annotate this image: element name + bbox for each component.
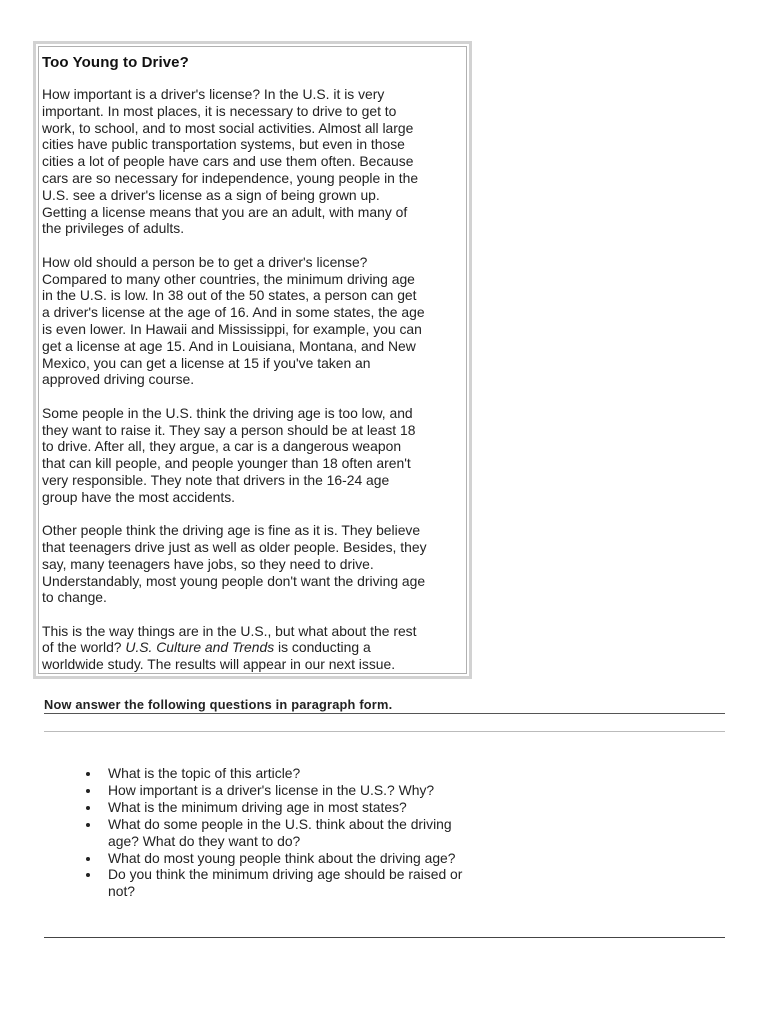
question-text: not? (108, 883, 136, 900)
answer-line (44, 937, 725, 938)
article-paragraph-2 (42, 254, 466, 388)
question-text: What is the minimum driving age in most states? (108, 798, 407, 815)
article-content (38, 46, 467, 674)
question-item (86, 816, 462, 850)
paragraph-line (42, 639, 466, 656)
paragraph-line: approved driving course. (42, 371, 195, 388)
bullet-icon (86, 857, 90, 861)
question-text: What is the topic of this article? (108, 765, 301, 781)
paragraph-line: a driver's license at the age of 16. And in some states, the age (42, 304, 425, 321)
instructions-heading: Now answer the following questions in paragraph form. (44, 697, 393, 712)
paragraph-line: to drive. After all, they argue, a car is a dangerous weapon (42, 438, 402, 455)
question-list (86, 765, 462, 900)
article-title: Too Young to Drive? (42, 54, 189, 71)
paragraph-line: get a license at age 15. And in Louisiana, Montana, and New (42, 337, 416, 354)
bullet-icon (86, 772, 90, 776)
paragraph-line: worldwide study. The results will appear in our next issue. (42, 656, 396, 673)
article-paragraph-4 (42, 522, 466, 606)
paragraph-line: Some people in the U.S. think the driving age is too low, and (42, 404, 413, 421)
paragraph-line: is even lower. In Hawaii and Mississippi, for example, you can (42, 320, 422, 337)
paragraph-line: the privileges of adults. (42, 220, 185, 237)
question-text: Do you think the minimum driving age should be raised or (108, 866, 463, 883)
question-item (86, 765, 462, 782)
paragraph-line: very responsible. They note that drivers in the 16-24 age (42, 471, 390, 488)
line-text-before: of the world? (42, 639, 126, 656)
paragraph-line: in the U.S. is low. In 38 out of the 50 states, a person can get (42, 287, 417, 304)
paragraph-line: Getting a license means that you are an adult, with many of (42, 203, 408, 220)
paragraph-line: cities have public transportation systems, but even in those (42, 136, 405, 153)
paragraph-line: This is the way things are in the U.S., but what about the rest (42, 622, 417, 639)
publication-name: U.S. Culture and Trends (125, 639, 275, 656)
divider-line (44, 731, 725, 732)
question-item (86, 799, 462, 816)
question-text: How important is a driver's license in the U.S.? Why? (108, 781, 435, 798)
paragraph-line: Compared to many other countries, the minimum driving age (42, 270, 415, 287)
paragraph-line: important. In most places, it is necessary to drive to get to (42, 102, 397, 119)
question-text: What do most young people think about the driving age? (108, 849, 456, 866)
paragraph-line: that can kill people, and people younger than 18 often aren't (42, 455, 411, 472)
question-text: age? What do they want to do? (108, 832, 301, 849)
line-text-after: is conducting a (274, 639, 371, 656)
paragraph-line: U.S. see a driver's license as a sign of being grown up. (42, 186, 380, 203)
bullet-icon (86, 789, 90, 793)
bullet-icon (86, 873, 90, 877)
paragraph-line: group have the most accidents. (42, 488, 236, 505)
question-item (86, 782, 462, 799)
paragraph-line: that teenagers drive just as well as older people. Besides, they (42, 538, 427, 555)
paragraph-line: to change. (42, 589, 107, 606)
paragraph-line: cities a lot of people have cars and use them often. Because (42, 153, 414, 170)
paragraph-line: say, many teenagers have jobs, so they need to drive. (42, 555, 374, 572)
divider-line (44, 713, 725, 714)
paragraph-line: Mexico, you can get a license at 15 if you've taken an (42, 354, 371, 371)
article-paragraph-5 (42, 623, 466, 673)
paragraph-line: How old should a person be to get a driver's license? (42, 253, 368, 270)
paragraph-line: How important is a driver's license? In the U.S. it is very (42, 86, 385, 102)
bullet-icon (86, 823, 90, 827)
bullet-icon (86, 806, 90, 810)
question-item (86, 866, 462, 900)
paragraph-line: Understandably, most young people don't want the driving age (42, 572, 426, 589)
question-text: What do some people in the U.S. think about the driving (108, 815, 452, 832)
article-box (33, 41, 472, 679)
paragraph-line: work, to school, and to most social activities. Almost all large (42, 119, 414, 136)
paragraph-line: cars are so necessary for independence, young people in the (42, 169, 419, 186)
question-item (86, 850, 462, 867)
article-paragraph-3 (42, 405, 466, 506)
paragraph-line: Other people think the driving age is fine as it is. They believe (42, 522, 421, 539)
article-paragraph-1 (42, 86, 466, 237)
paragraph-line: they want to raise it. They say a person should be at least 18 (42, 421, 416, 438)
